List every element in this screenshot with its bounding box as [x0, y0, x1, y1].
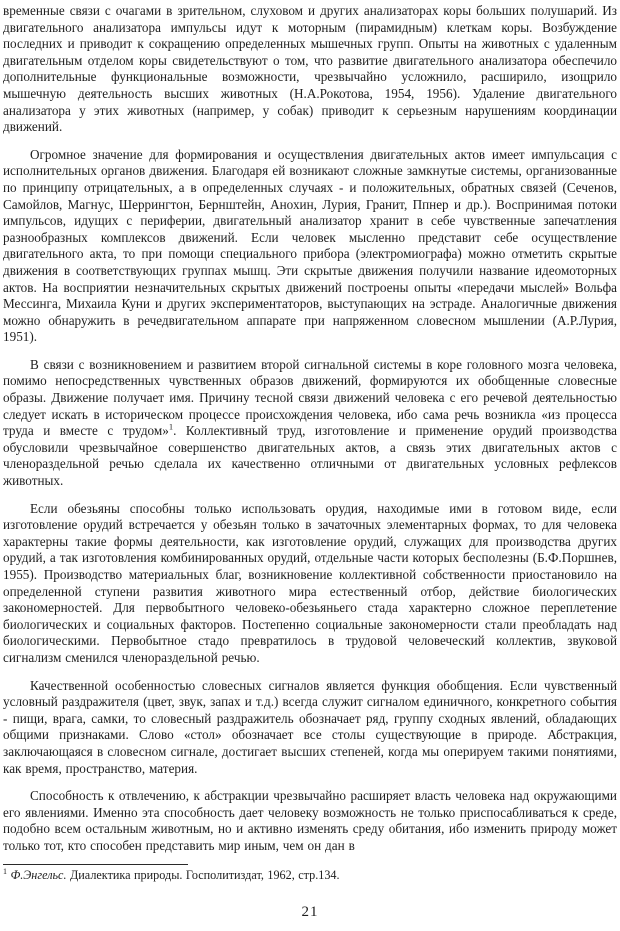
paragraph-continuation: временные связи с очагами в зрительном, слуховом и других анализаторах коры больших полушарий. Из двигательного анализатора импульсы идут к моторным (пирамидным) клеткам коры. Возбуждение последних и приводит к сокращению определенных мышечных групп. Опыты на животных с удаленным двигательным отделом коры свидетельствуют о том, что развитие двигательного анализатора обеспечило дополнительные функциональные возможности, чрезвычайно усложнило, расширило, изощрило мышечную деятельность высших животных (Н.А.Рокотова, 1954, 1956). Удаление двигательного анализатора у этих животных (например, у собак) приводит к серьезным нарушениям координации движений.: [3, 3, 617, 135]
footnote-marker: 1: [3, 866, 7, 876]
footnote-author: Ф.Энгельс.: [10, 867, 67, 882]
paragraph-text: В связи с возникновением и развитием второй сигнальной системы в коре головного мозга человека, помимо непосредственных чувственных образов движений, формируются их обобщенные словесные образы. Движение получает имя. Причину тесной связи движений человека с его речевой деятельностью следует искать в историческом процессе происхождения человека, ибо сама речь возникла «из процесса труда и вместе с трудом»: [3, 356, 617, 439]
paragraph-with-footnote-ref: [3, 357, 617, 490]
footnote-divider: [3, 864, 188, 865]
footnote-source: Диалектика природы. Госполитиздат, 1962, стр.134.: [69, 867, 340, 882]
paragraph: Если обезьяны способны только использовать орудия, находимые ими в готовом виде, если изготовление орудий встречается у обезьян только в зачаточных элементарных формах, то для человека характерны такие формы деятельности, как изготовление орудий, служащих для производства других орудий, а так изготовления комбинированных орудий, отдельные части которых бесполезны (Б.Ф.Поршнев, 1955). Производство материальных благ, возникновение коллективной собственности приостановило на определенной ступени развития животного мира естественный отбор, действие биологических закономерностей. Для первобытного человеко-обезьяньего стада характерно сложное переплетение биологических и социальных факторов. Постепенно социальные закономерности стали преобладать над биологическими. Первобытное стадо превратилось в трудовой человеческий коллектив, звуковой сигнализм сменился членораздельной речью.: [3, 500, 617, 665]
footnote: [3, 868, 617, 884]
page-text: [3, 3, 617, 855]
paragraph: Способность к отвлечению, к абстракции чрезвычайно расширяет власть человека над окружающими его явлениями. Именно эта способность дает человеку возможность не только приспосабливаться к среде, подобно всем остальным животным, но и активно изменять среду обитания, ибо изменить природу может только тот, кто способен представить мир иным, чем он дан в: [3, 788, 617, 853]
footnote-reference-superscript: 1: [168, 421, 174, 432]
footnote-area: [3, 864, 617, 884]
page-number: 21: [301, 904, 319, 921]
paragraph: Качественной особенностью словесных сигналов является функция обобщения. Если чувственный условный раздражителя (цвет, звук, запах и т.д.) всегда служит сигналом единичного, конкретного события - пищи, врага, самки, то словесный раздражитель обозначает ряд, группу сходных явлений, обладающих общими признаками. Слово «стол» обозначает все столы существующие в природе. Абстракция, заключающаяся в словесном сигнале, достигает высших степеней, когда мы оперируем такими понятиями, как время, пространство, материя.: [3, 677, 617, 776]
paragraph: Огромное значение для формирования и осуществления двигательных актов имеет импульсация с исполнительных органов движения. Благодаря ей возникают сложные замкнутые системы, организованные по принципу отрицательных, а в определенных случаях - и положительных, обратных связей (Сеченов, Самойлов, Магнус, Шеррингтон, Бернштейн, Анохин, Лурия, Гранит, Ппнер и др.). Воспринимая потоки импульсов, идущих с периферии, двигательный анализатор хранит в себе чувственные запечатления разнообразных комплексов движений. Если человек мысленно представит себе осуществление двигательного акта, то при помощи специального прибора (электромиографа) можно отметить скрытые движения в соответствующих группах мышц. Эти скрытые движения получили название идеомоторных актов. На восприятии незначительных скрытых движений построены опыты «передачи мыслей» Вольфа Мессинга, Михаила Куни и других экспериментаторов, выступающих на эстраде. Аналогичные движения можно обнаружить в речедвигательном аппарате при напряженном словесном мышлении (А.Р.Лурия, 1951).: [3, 146, 617, 345]
paragraph-text: . Коллективный труд, изготовление и применение орудий производства обусловили чрезвычайное совершенство двигательных актов, а связь этих двигательных актов с членораздельной речью сделала их качественно отличными от двигательных условных рефлексов животных.: [3, 423, 617, 489]
